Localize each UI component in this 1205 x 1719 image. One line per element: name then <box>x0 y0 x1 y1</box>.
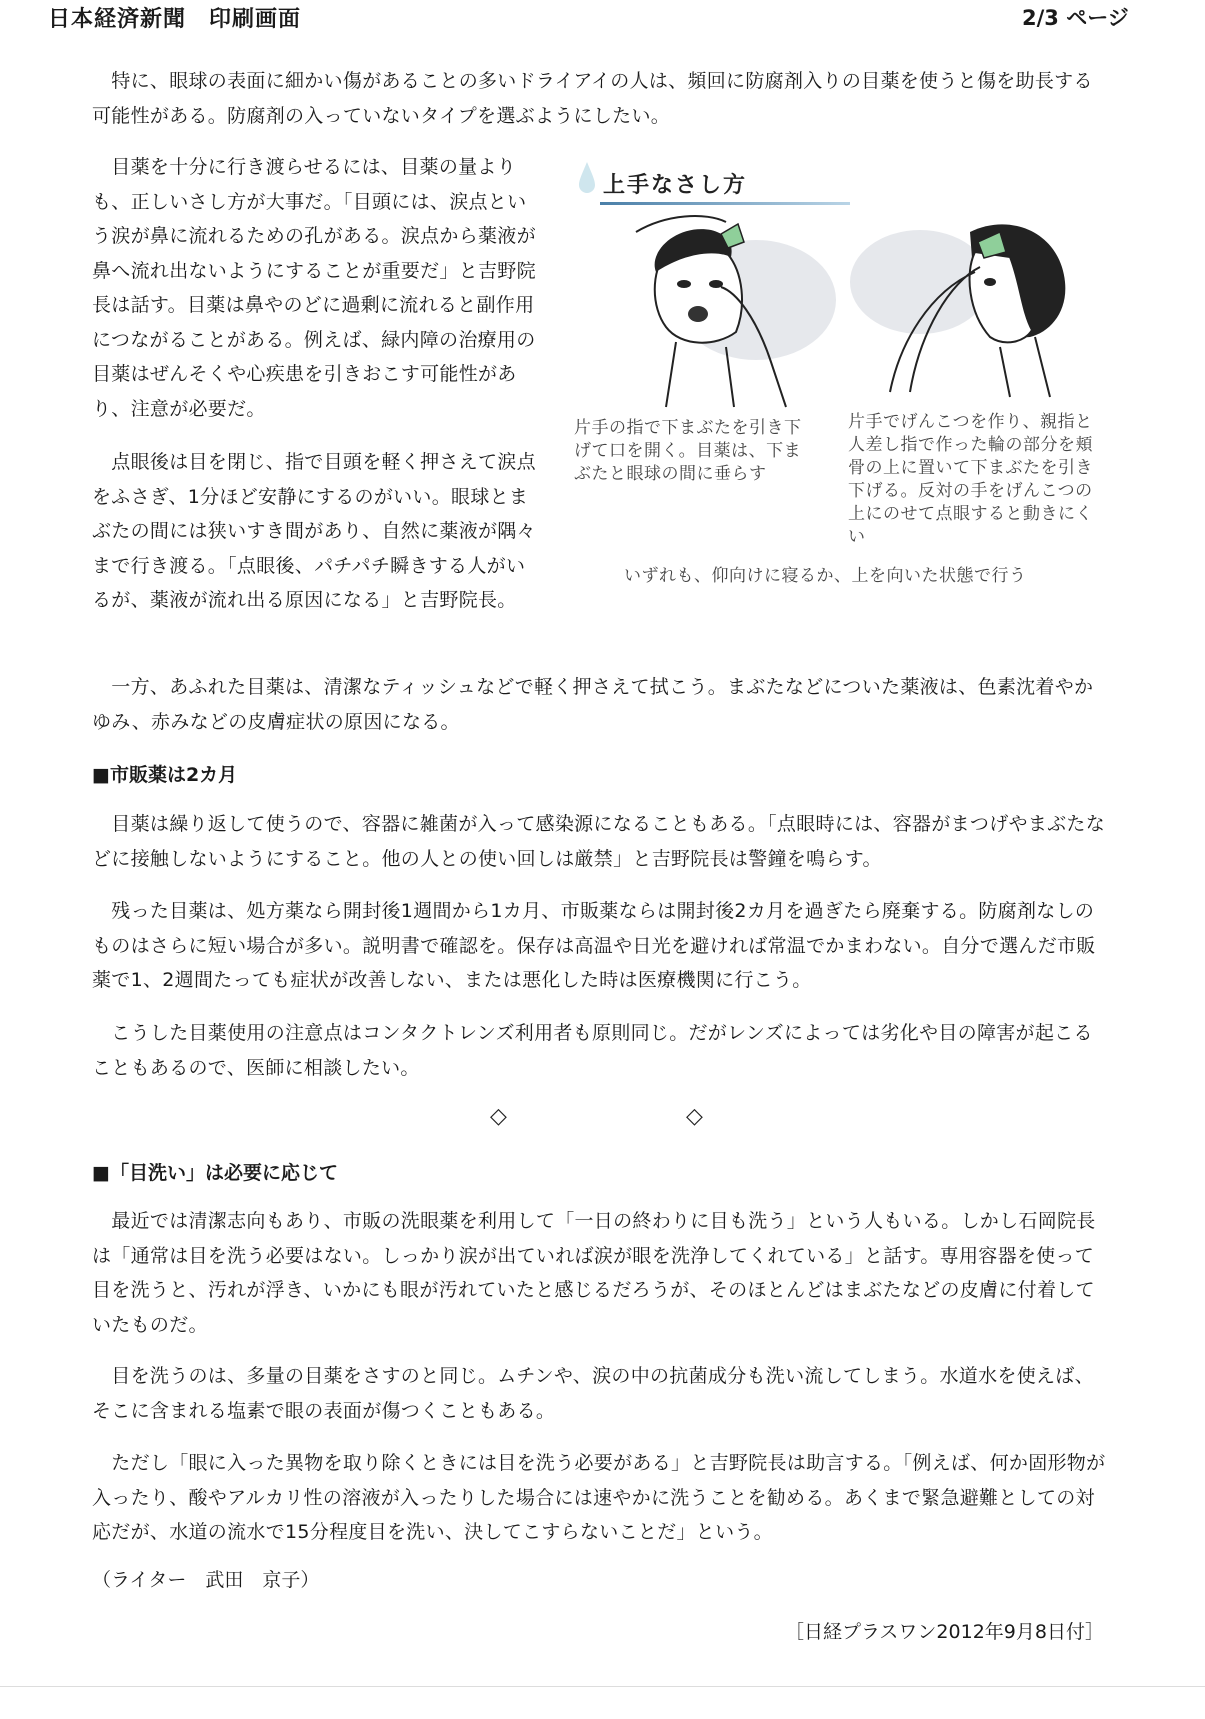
figure-title: 上手なさし方 <box>603 173 748 198</box>
paragraph-overflow-drops: 一方、あふれた目薬は、清潔なティッシュなどで軽く押さえて拭こう。まぶたなどについた薬液は、色素沈着やかゆみ、赤みなどの皮膚症状の原因になる。 <box>92 676 1094 733</box>
separator-diamond: ◇ <box>490 1104 507 1129</box>
page-number: 2/3 ページ <box>1022 6 1129 30</box>
paragraph-washing-effects: 目を洗うのは、多量の目薬をさすのと同じ。ムチンや、涙の中の抗菌成分も洗い流してしまう。水道水を使えば、そこに含まれる塩素で眼の表面が傷つくこともある。 <box>92 1365 1094 1422</box>
paragraph-dry-eye: 特に、眼球の表面に細かい傷があることの多いドライアイの人は、頻回に防腐剤入りの目薬を使うと傷を助長する可能性がある。防腐剤の入っていないタイプを選ぶようにしたい。 <box>92 70 1093 127</box>
caption-bottom: いずれも、仰向けに寝るか、上を向いた状態で行う <box>624 566 1027 586</box>
illustration-pull-eyelid <box>626 212 836 412</box>
paragraph-eye-wash: 最近では清潔志向もあり、市販の洗眼薬を利用して「一日の終わりに目も洗う」という人もいる。しかし石岡院長は「通常は目を洗う必要はない。しっかり涙が出ていれば涙が眼を洗浄してくれている」と話す。専用容器を使って目を洗うと、汚れが浮き、いかにも眼が汚れていたと感じるだろうが、そのほとんどはまぶたなどの皮膚に付着していたものだ。 <box>92 1210 1096 1336</box>
page-bottom-rule <box>0 1686 1205 1687</box>
paragraph-foreign-object: ただし「眼に入った異物を取り除くときには目を洗う必要がある」と吉野院長は助言する。「例えば、何か固形物が入ったり、酸やアルカリ性の溶液が入ったりした場合には速やかに洗うことを勧める。あくまで緊急避難としての対応だが、水道の流水で15分程度目を洗い、決してこすらないことだ」という。 <box>92 1452 1106 1543</box>
illustration-fist-method <box>850 212 1090 402</box>
byline: （ライター 武田 京子） <box>92 1569 320 1591</box>
section-heading-otc: ■市販薬は2カ月 <box>92 764 238 786</box>
caption-left: 片手の指で下まぶたを引き下げて口を開く。目薬は、下まぶたと眼球の間に垂らす <box>574 418 802 484</box>
source-citation: ［日経プラスワン2012年9月8日付］ <box>785 1621 1104 1643</box>
water-drop-icon <box>576 160 598 194</box>
paragraph-how-to-apply: 目薬を十分に行き渡らせるには、目薬の量よりも、正しいさし方が大事だ。「目頭には、涙点という涙が鼻に流れるための孔がある。涙点から薬液が鼻へ流れ出ないようにすることが重要だ」と吉野院長は話す。目薬は鼻やのどに過剰に流れると副作用につながることがある。例えば、緑内障の治療用の目薬はぜんそくや心疾患を引きおこす可能性があり、注意が必要だ。 <box>92 156 536 420</box>
figure-title-underline <box>600 200 850 208</box>
paragraph-after-drops: 点眼後は目を閉じ、指で目頭を軽く押さえて涙点をふさぎ、1分ほど安静にするのがいい。眼球とまぶたの間には狭いすき間があり、自然に薬液が隅々まで行き渡る。「点眼後、パチパチ瞬きする人がいるが、薬液が流れ出る原因になる」と吉野院長。 <box>92 451 536 611</box>
section-heading-eye-wash: ■「目洗い」は必要に応じて <box>92 1162 338 1184</box>
paragraph-disposal: 残った目薬は、処方薬なら開封後1週間から1カ月、市販薬ならは開封後2カ月を過ぎたら廃棄する。防腐剤なしのものはさらに短い場合が多い。説明書で確認を。保存は高温や日光を避ければ常温でかまわない。自分で選んだ市販薬で1、2週間たっても症状が改善しない、または悪化した時は医療機関に行こう。 <box>92 900 1096 991</box>
document-title: 日本経済新聞 印刷画面 <box>48 7 302 32</box>
caption-right: 片手でげんこつを作り、親指と人差し指で作った輪の部分を頬骨の上に置いて下まぶたを引き下げる。反対の手をげんこつの上にのせて点眼すると動きにくい <box>848 412 1093 547</box>
paragraph-contact-lens: こうした目薬使用の注意点はコンタクトレンズ利用者も原則同じ。だがレンズによっては劣化や目の障害が起こることもあるので、医師に相談したい。 <box>92 1022 1093 1079</box>
separator-diamond: ◇ <box>686 1104 703 1129</box>
paragraph-container: 目薬は繰り返して使うので、容器に雑菌が入って感染源になることもある。「点眼時には、容器がまつげやまぶたなどに接触しないようにすること。他の人との使い回しは厳禁」と吉野院長は警鐘を鳴らす。 <box>92 813 1106 870</box>
